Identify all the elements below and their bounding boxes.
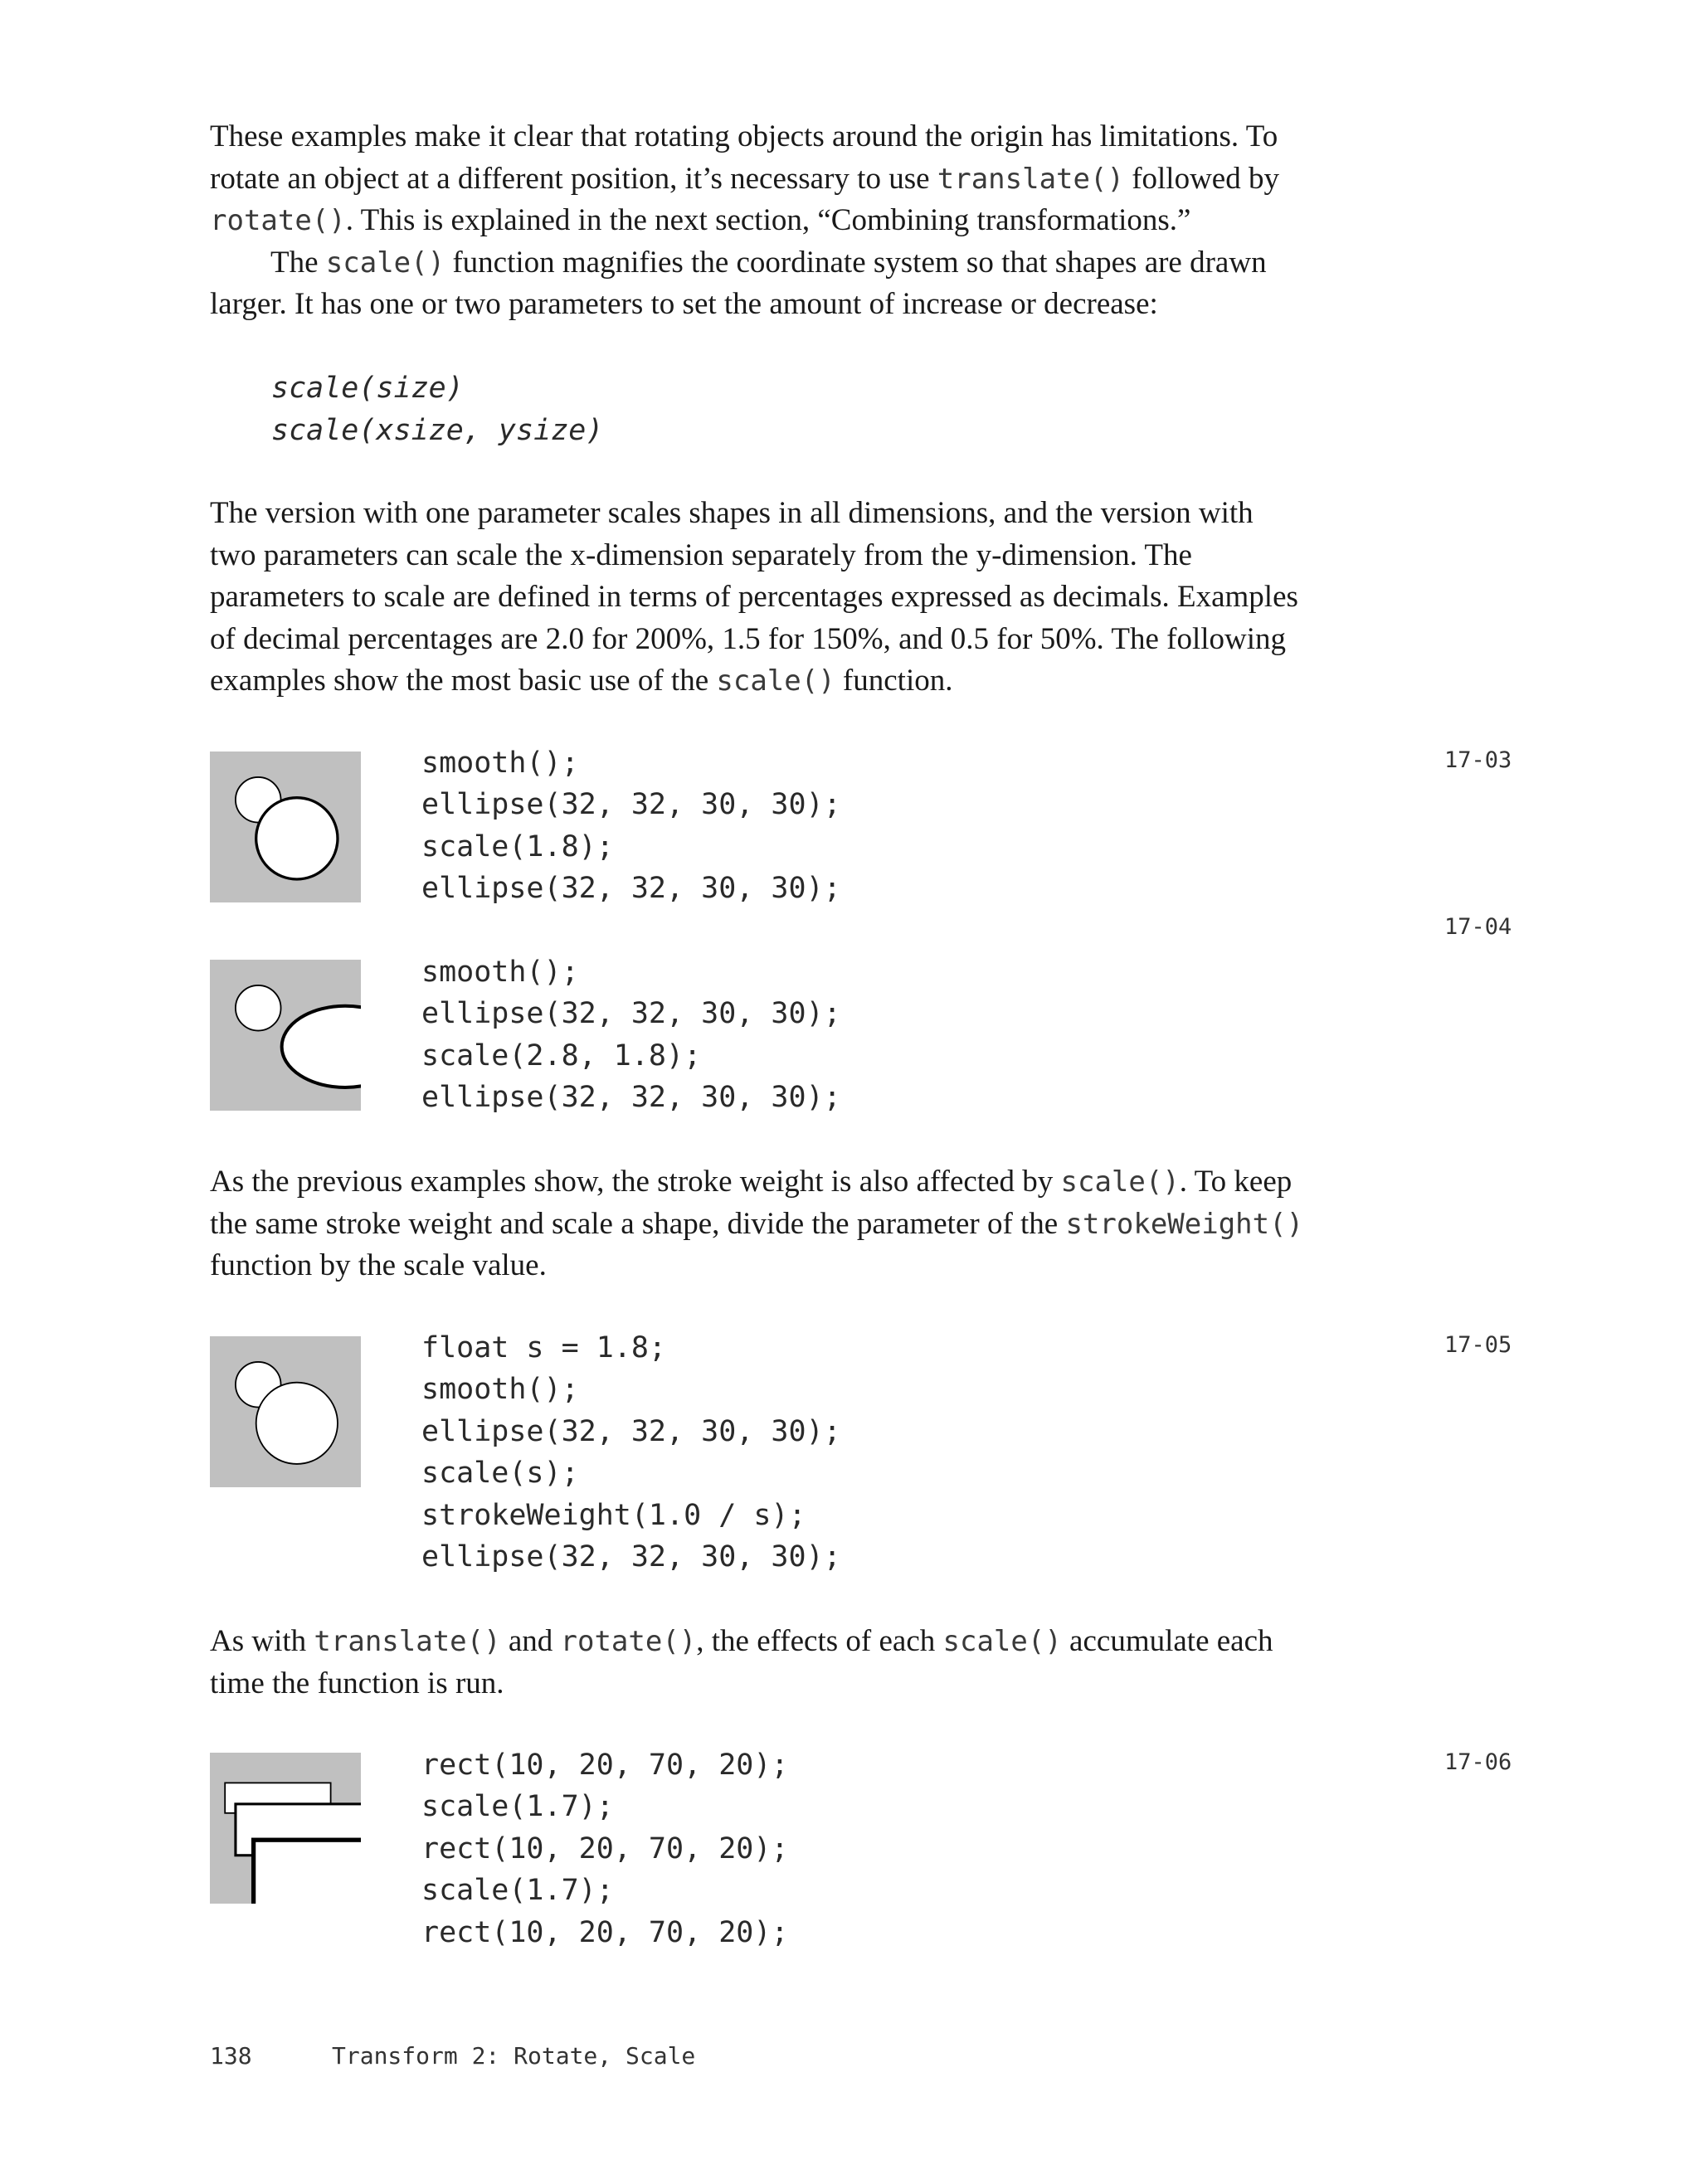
explanation-paragraph (210, 493, 1421, 703)
code-line: scale(1.7); (421, 1874, 614, 1908)
text-line: rotate(). This is explained in the next section, “Combining transformations.” (210, 203, 1191, 237)
accumulate-paragraph (210, 1621, 1421, 1705)
text-line: two parameters can scale the x-dimension separately from the y-dimension. The (210, 537, 1192, 572)
example-17-06-code (421, 1744, 789, 1953)
syntax-block (271, 367, 603, 452)
text-line: As with translate() and rotate(), the effects of each scale() accumulate each (210, 1624, 1273, 1658)
code-line: ellipse(32, 32, 30, 30); (421, 1081, 841, 1115)
inline-code: translate() (937, 162, 1124, 196)
text-line: the same stroke weight and scale a shape, divide the parameter of the strokeWeight() (210, 1206, 1304, 1241)
code-line: rect(10, 20, 70, 20); (421, 1831, 789, 1865)
text-line: larger. It has one or two parameters to set the amount of increase or decrease: (210, 287, 1158, 321)
inline-code: scale() (1060, 1165, 1180, 1199)
text-line: of decimal percentages are 2.0 for 200%, 1.5 for 150%, and 0.5 for 50%. The following (210, 621, 1287, 656)
syntax-line: scale(size) (271, 372, 464, 405)
code-line: float s = 1.8; (421, 1331, 667, 1364)
page-number: 138 (210, 2042, 252, 2070)
code-line: ellipse(32, 32, 30, 30); (421, 1414, 841, 1448)
code-line: rect(10, 20, 70, 20); (421, 1915, 789, 1949)
example-17-04-figure (210, 960, 361, 1111)
example-17-03-code (421, 742, 841, 910)
code-line: smooth(); (421, 747, 579, 780)
code-line: rect(10, 20, 70, 20); (421, 1749, 789, 1782)
text-line: The scale() function magnifies the coordinate system so that shapes are drawn (270, 245, 1267, 280)
inline-code: scale() (716, 664, 835, 698)
example-17-05-code (421, 1327, 841, 1578)
text-line: As the previous examples show, the stroke weight is also affected by scale(). To keep (210, 1165, 1293, 1199)
code-line: scale(s); (421, 1457, 579, 1491)
code-line: smooth(); (421, 956, 579, 989)
text-line: rotate an object at a different position, it’s necessary to use translate() followed by (210, 161, 1279, 196)
text-line: examples show the most basic use of the scale() function. (210, 664, 953, 698)
intro-paragraph (210, 116, 1421, 326)
inline-code: strokeWeight() (1065, 1207, 1304, 1241)
example-17-03-figure (210, 752, 361, 902)
code-line: smooth(); (421, 1373, 579, 1407)
code-line: scale(2.8, 1.8); (421, 1038, 702, 1073)
example-number: 17-03 (1444, 747, 1512, 773)
inline-code: scale() (942, 1625, 1062, 1658)
code-line: scale(1.8); (421, 829, 614, 863)
example-number: 17-05 (1444, 1332, 1512, 1358)
example-number: 17-06 (1444, 1749, 1512, 1775)
text-line: time the function is run. (210, 1666, 504, 1700)
inline-code: translate() (314, 1625, 501, 1658)
text-line: function by the scale value. (210, 1248, 547, 1282)
code-line: scale(1.7); (421, 1790, 614, 1824)
example-17-04-code (421, 951, 841, 1119)
example-number: 17-04 (1444, 914, 1512, 940)
example-17-06-figure (210, 1753, 361, 1904)
code-line: strokeWeight(1.0 / s); (421, 1498, 806, 1532)
inline-code: rotate() (560, 1625, 697, 1658)
text-line: These examples make it clear that rotating objects around the origin has limitations. To (210, 119, 1278, 153)
text-line: parameters to scale are defined in terms of percentages expressed as decimals. Examples (210, 580, 1298, 614)
stroke-paragraph (210, 1161, 1421, 1287)
example-17-05-figure (210, 1336, 361, 1487)
code-line: ellipse(32, 32, 30, 30); (421, 997, 841, 1031)
chapter-title: Transform 2: Rotate, Scale (332, 2042, 696, 2070)
code-line: ellipse(32, 32, 30, 30); (421, 788, 841, 822)
code-line: ellipse(32, 32, 30, 30); (421, 872, 841, 906)
inline-code: rotate() (210, 204, 346, 237)
syntax-line: scale(xsize, ysize) (271, 414, 604, 447)
code-line: ellipse(32, 32, 30, 30); (421, 1540, 841, 1574)
inline-code: scale() (325, 246, 445, 280)
text-line: The version with one parameter scales shapes in all dimensions, and the version with (210, 496, 1254, 530)
